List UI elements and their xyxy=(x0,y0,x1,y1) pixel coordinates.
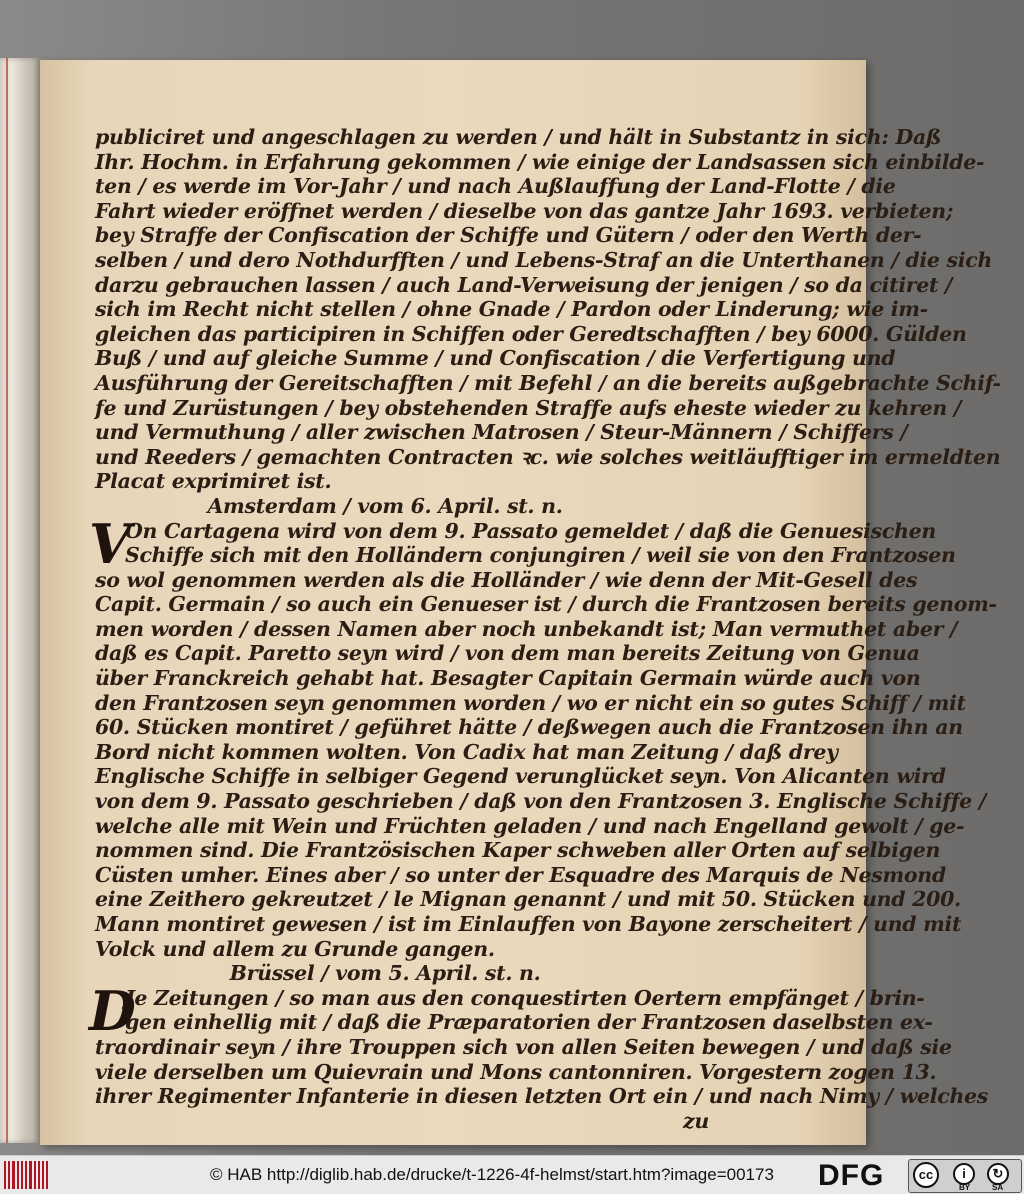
text-line: daß es Capit. Paretto seyn wird / von dem man bereits Zeitung von Genua xyxy=(95,641,920,666)
by-label: BY xyxy=(959,1183,971,1192)
text-line: und Reeders / gemachten Contracten ꝛc. wie solches weitläufftiger im ermeldten xyxy=(95,444,1001,469)
sa-share-alike-icon: ↻ xyxy=(987,1163,1009,1185)
text-line: Ausführung der Gereitschafften / mit Befehl / an die bereits außgebrachte Schif- xyxy=(95,370,1001,395)
initial-letter-v: V xyxy=(89,511,131,576)
initial-letter-d: D xyxy=(89,978,136,1043)
text-line: eine Zeithero gekreutzet / le Mignan genannt / und mit 50. Stücken und 200. xyxy=(95,887,961,912)
text-line: Fahrt wieder eröffnet werden / dieselbe von das gantze Jahr 1693. verbieten; xyxy=(95,198,954,223)
sa-label: SA xyxy=(992,1183,1004,1192)
text-line: über Franckreich gehabt hat. Besagter Capitain Germain würde auch von xyxy=(95,666,921,691)
heading-bruessel: Brüssel / vom 5. April. st. n. xyxy=(229,961,541,986)
paragraph-bruessel xyxy=(95,1034,989,1109)
text-line: darzu gebrauchen lassen / auch Land-Verweisung der jenigen / so da citiret / xyxy=(95,272,953,297)
paragraph-amsterdam-start xyxy=(89,511,956,576)
text-line: welche alle mit Wein und Früchten geladen / und nach Engelland gewolt / ge- xyxy=(95,813,965,838)
left-page-edge xyxy=(0,58,40,1143)
text-line: Cüsten umher. Eines aber / so unter der Esquadre des Marquis de Nesmond xyxy=(95,862,946,887)
text-line: Volck und allem zu Grunde gangen. xyxy=(95,936,495,961)
text-line: sich im Recht nicht stellen / ohne Gnade / Pardon oder Linderung; wie im- xyxy=(95,297,928,322)
text-line: Mann montiret gewesen / ist im Einlauffen von Bayone zerscheitert / und mit xyxy=(95,912,962,936)
text-line: viele derselben um Quievrain und Mons cantonniren. Vorgestern zogen 13. xyxy=(95,1059,937,1084)
cc-license-badge[interactable] xyxy=(908,1159,1022,1193)
heading-amsterdam: Amsterdam / vom 6. April. st. n. xyxy=(207,493,563,518)
text-line: Schiffe sich mit den Holländern conjungiren / weil sie von den Frantzosen xyxy=(125,543,956,568)
dfg-logo: DFG xyxy=(818,1159,885,1192)
text-line: men worden / dessen Namen aber noch unbekandt ist; Man vermuthet aber / xyxy=(95,616,958,641)
paragraph-placat xyxy=(95,125,1001,494)
text-line: gen einhellig mit / daß die Præparatorien der Frantzosen daselbsten ex- xyxy=(125,1010,933,1035)
page-text xyxy=(89,125,1001,1133)
text-line: und Vermuthung / aller zwischen Matrosen / Steur-Männern / Schiffers / xyxy=(95,420,908,445)
viewer-footer xyxy=(0,1155,1024,1194)
paragraph-amsterdam xyxy=(95,567,997,962)
text-line: selben / und dero Nothdurfften / und Lebens-Straf an die Unterthanen / die sich xyxy=(95,247,993,272)
text-line: bey Straffe der Confiscation der Schiffe und Gütern / oder den Werth der- xyxy=(95,223,922,248)
text-line: ten / es werde im Vor-Jahr / und nach Außlauffung der Land-Flotte / die xyxy=(95,174,896,199)
text-line: Bord nicht kommen wolten. Von Cadix hat man Zeitung / daß drey xyxy=(95,739,838,764)
copyright-link[interactable]: © HAB http://diglib.hab.de/drucke/t-1226-4f-helmst/start.htm?image=00173 xyxy=(210,1165,774,1184)
text-line: gleichen das participiren in Schiffen oder Geredtschafften / bey 6000. Gülden xyxy=(95,321,967,346)
text-line: von dem 9. Passato geschrieben / daß von den Frantzosen 3. Englische Schiffe / xyxy=(95,789,987,814)
text-line: so wol genommen werden als die Holländer / wie denn der Mit-Gesell des xyxy=(95,567,918,592)
hab-barcode-icon xyxy=(4,1161,48,1189)
document-page xyxy=(40,60,1001,1145)
text-line: Placat exprimiret ist. xyxy=(95,469,332,494)
text-line: Englische Schiffe in selbiger Gegend verunglücket seyn. Von Alicanten wird xyxy=(95,764,946,789)
catchword: zu xyxy=(683,1108,709,1133)
text-line: Buß / und auf gleiche Summe / und Confiscation / die Verfertigung und xyxy=(95,346,896,371)
by-person-icon: i xyxy=(953,1163,975,1185)
text-line: 60. Stücken montiret / geführet hätte / deßwegen auch die Frantzosen ihn an xyxy=(95,715,963,740)
text-line: Je Zeitungen / so man aus den conquestirten Oertern empfänget / brin- xyxy=(125,985,925,1010)
cc-icon: cc xyxy=(913,1162,939,1188)
text-line: traordinair seyn / ihre Trouppen sich von allen Seiten bewegen / und daß sie xyxy=(95,1034,952,1059)
text-line: nommen sind. Die Frantzösischen Kaper schweben aller Orten auf selbigen xyxy=(95,838,941,863)
text-line: publiciret und angeschlagen zu werden / und hält in Substantz in sich: Daß xyxy=(95,125,942,149)
text-line: Capit. Germain / so auch ein Genueser ist / durch die Frantzosen bereits genom- xyxy=(95,592,997,617)
text-line: On Cartagena wird von dem 9. Passato gemeldet / daß die Genuesischen xyxy=(125,518,936,543)
text-line: ihrer Regimenter Infanterie in diesen letzten Ort ein / und nach Nimy / welches xyxy=(95,1084,989,1109)
text-line: den Frantzosen seyn genommen worden / wo er nicht ein so gutes Schiff / mit xyxy=(95,690,966,715)
text-line: Ihr. Hochm. in Erfahrung gekommen / wie einige der Landsassen sich einbilde- xyxy=(95,149,985,174)
text-line: fe und Zurüstungen / bey obstehenden Straffe aufs eheste wieder zu kehren / xyxy=(95,395,962,420)
paragraph-bruessel-start xyxy=(89,978,933,1043)
